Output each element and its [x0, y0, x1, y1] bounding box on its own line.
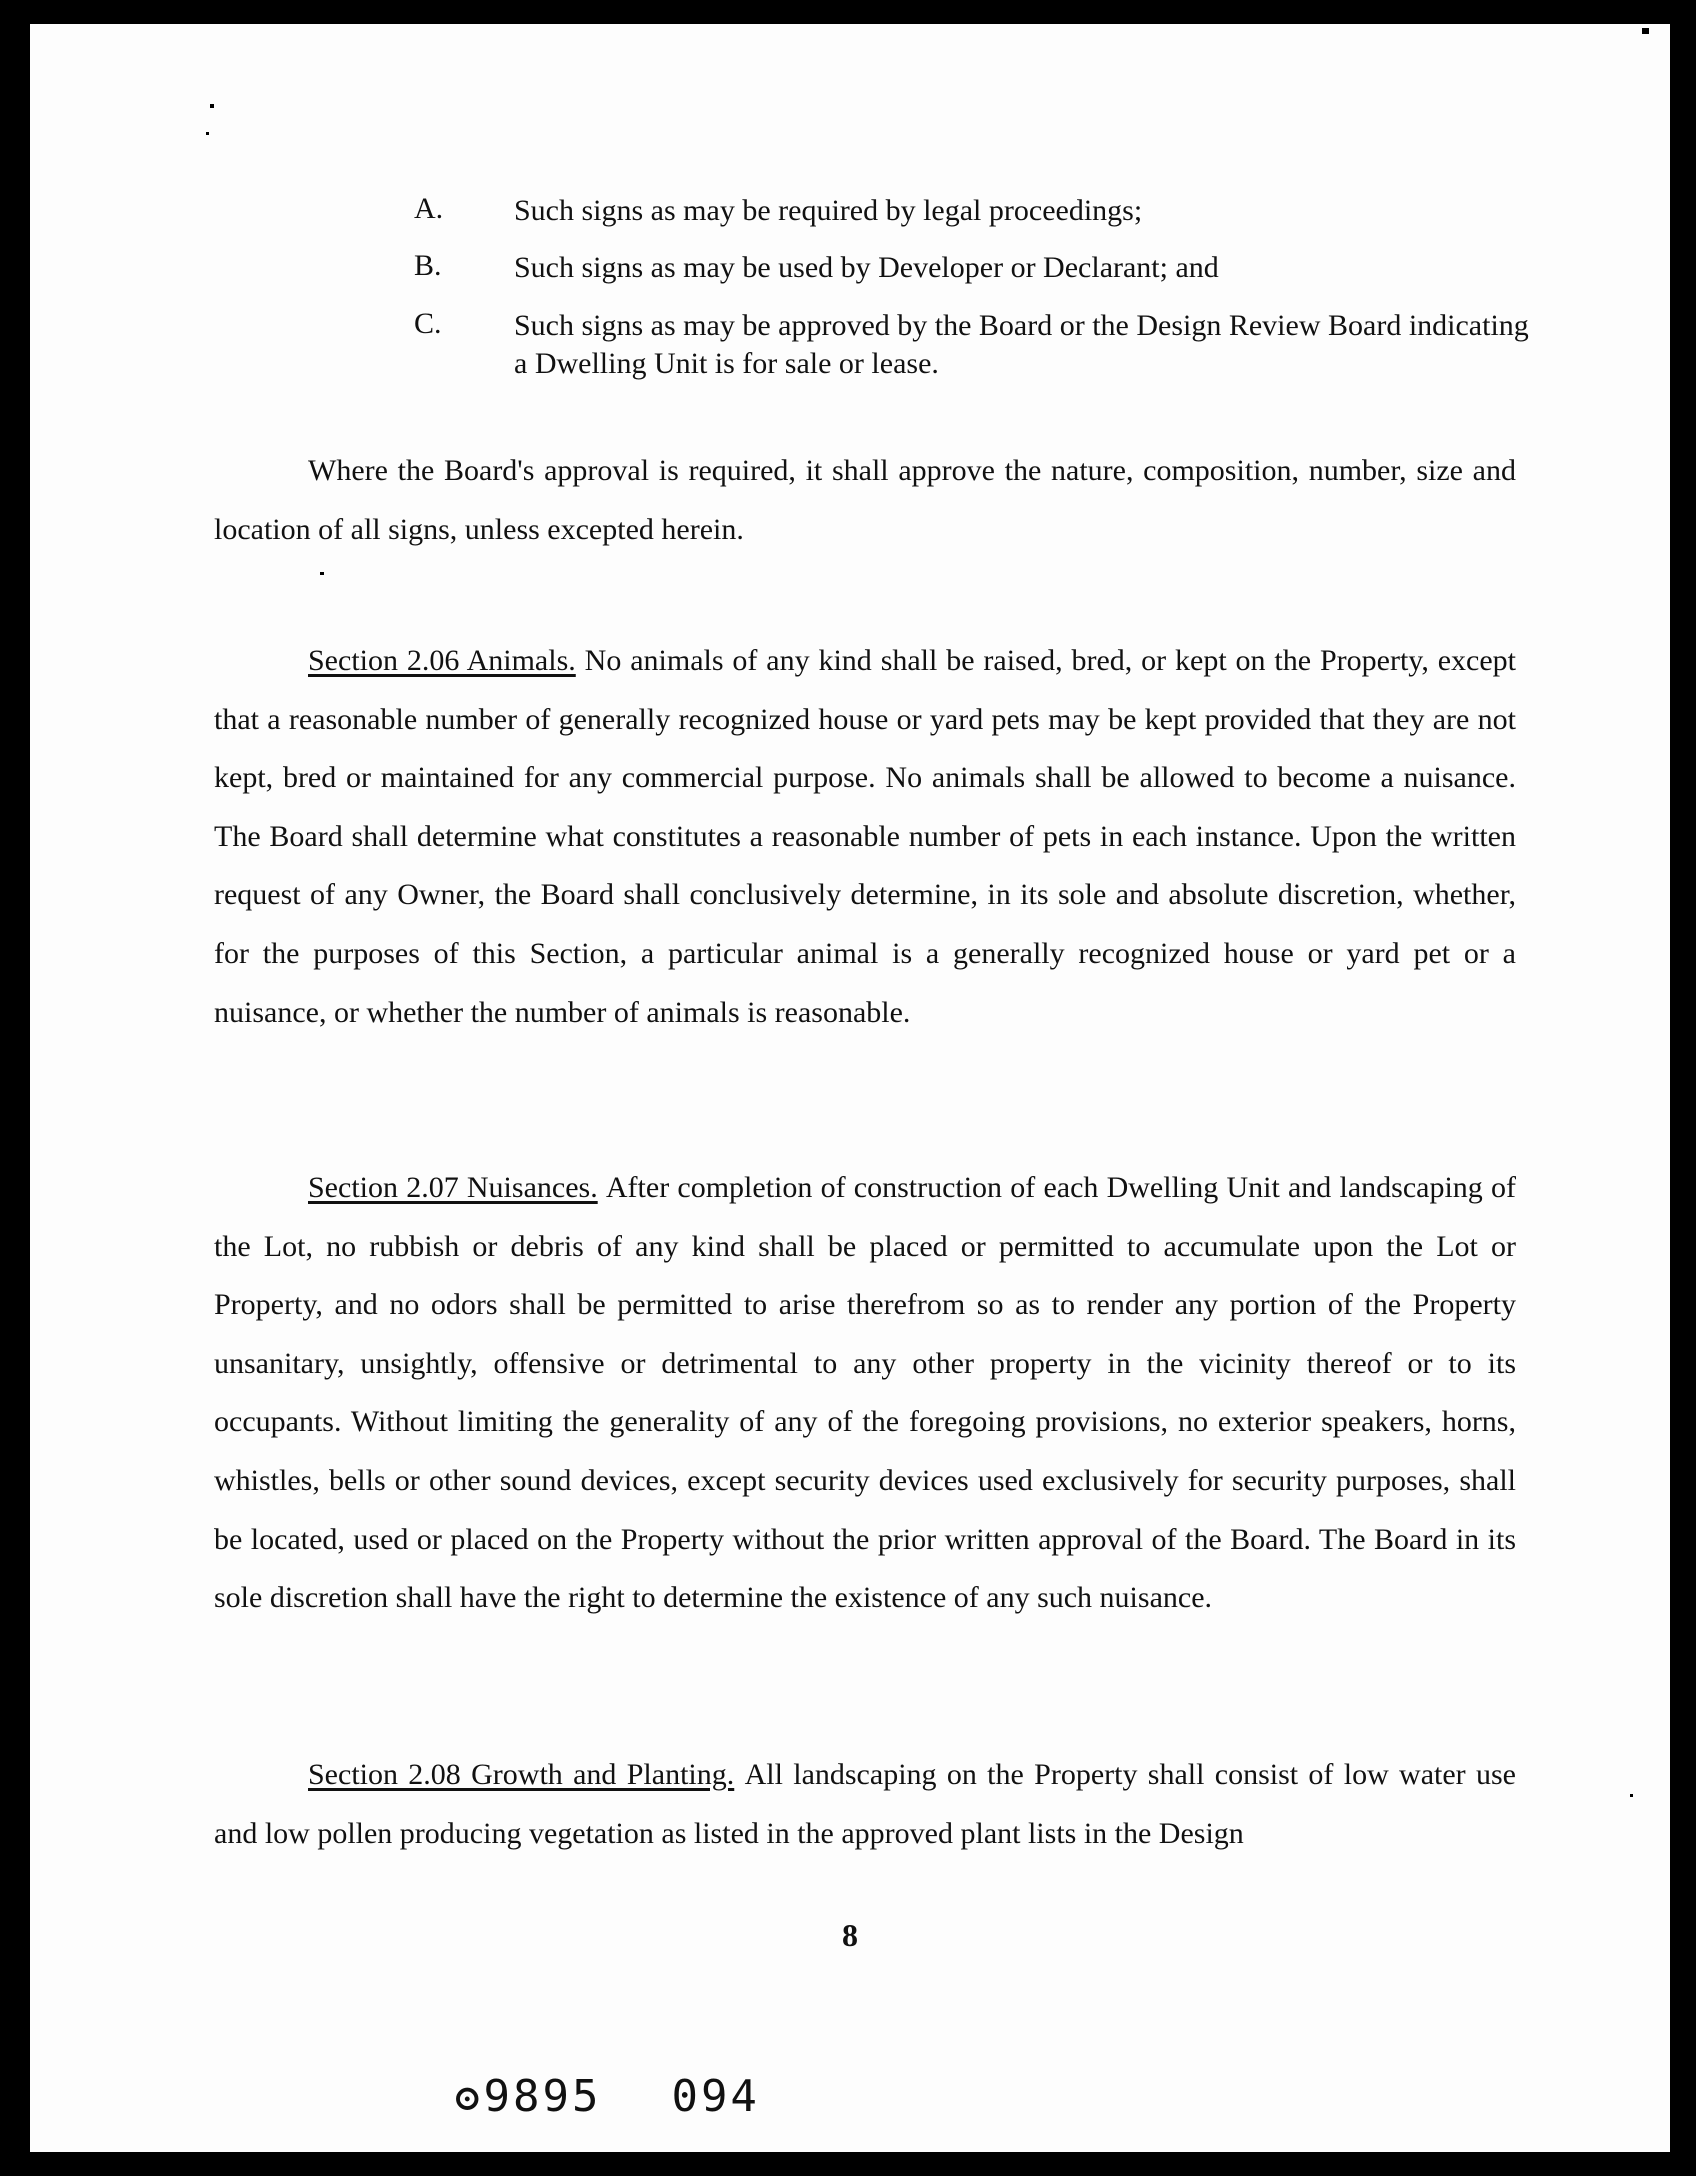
- list-letter: C.: [414, 307, 442, 340]
- document-stamp-number: [454, 2071, 760, 2122]
- approval-text: Where the Board's approval is required, it shall approve the nature, composition, number, size and location of all signs, unless excepted herein.: [214, 454, 1516, 546]
- stamp-right: 094: [671, 2071, 760, 2122]
- list-text: Such signs as may be used by Developer or Declarant; and: [514, 251, 1219, 284]
- approval-paragraph: [214, 442, 1516, 559]
- scan-speck: [210, 104, 214, 108]
- list-text: Such signs as may be approved by the Board or the Design Review Board indicating a Dwelling Unit is for sale or lease.: [514, 309, 1529, 380]
- section-title: Section 2.08 Growth and Planting.: [308, 1758, 735, 1791]
- page-number: 8: [842, 1917, 858, 1953]
- section-body: No animals of any kind shall be raised, bred, or kept on the Property, except that a reasonable number of generally recognized house or yard pets may be kept provided that they are not kept, bred or maintained for any commercial purpose. No animals shall be allowed to become a nuisance. The Board shall determine what constitutes a reasonable number of pets in each instance. Upon the written request of any Owner, the Board shall conclusively determine, in its sole and absolute discretion, whether, for the purposes of this Section, a particular animal is a generally recognized house or yard pet or a nuisance, or whether the number of animals is reasonable.: [214, 644, 1517, 1029]
- section-title: Section 2.06 Animals.: [308, 644, 576, 677]
- section-2-06: [214, 632, 1516, 1042]
- section-title: Section 2.07 Nuisances.: [308, 1171, 598, 1204]
- list-item: [30, 307, 1670, 387]
- document-page: [30, 24, 1670, 2152]
- scan-speck: [320, 572, 324, 575]
- list-text: Such signs as may be required by legal proceedings;: [514, 194, 1143, 227]
- list-letter: B.: [414, 249, 442, 282]
- list-item: [30, 192, 1670, 252]
- scan-speck: [206, 132, 209, 135]
- stamp-left: ʘ9895: [454, 2071, 602, 2122]
- scan-speck: [1642, 28, 1649, 34]
- list-letter: A.: [414, 192, 444, 225]
- section-body: After completion of construction of each Dwelling Unit and landscaping of the Lot, no rubbish or debris of any kind shall be placed or permitted to accumulate upon the Lot or Property, and no odors shall be permitted to arise therefrom so as to render any portion of the Property unsanitary, unsightly, offensive or detrimental to any other property in the vicinity thereof or to its occupants. Without limiting the generality of any of the foregoing provisions, no exterior speakers, horns, whistles, bells or other sound devices, except security devices used exclusively for security purposes, shall be located, used or placed on the Property without the prior written approval of the Board. The Board in its sole discretion shall have the right to determine the existence of any such nuisance.: [214, 1171, 1516, 1615]
- section-2-08: [214, 1746, 1516, 1863]
- scan-speck: [1630, 1794, 1633, 1797]
- section-body: All landscaping on the Property shall consist of low water use and low pollen producing vegetation as listed in the approved plant lists in the Design: [214, 1758, 1516, 1850]
- list-item: [30, 249, 1670, 309]
- section-2-07: [214, 1159, 1516, 1628]
